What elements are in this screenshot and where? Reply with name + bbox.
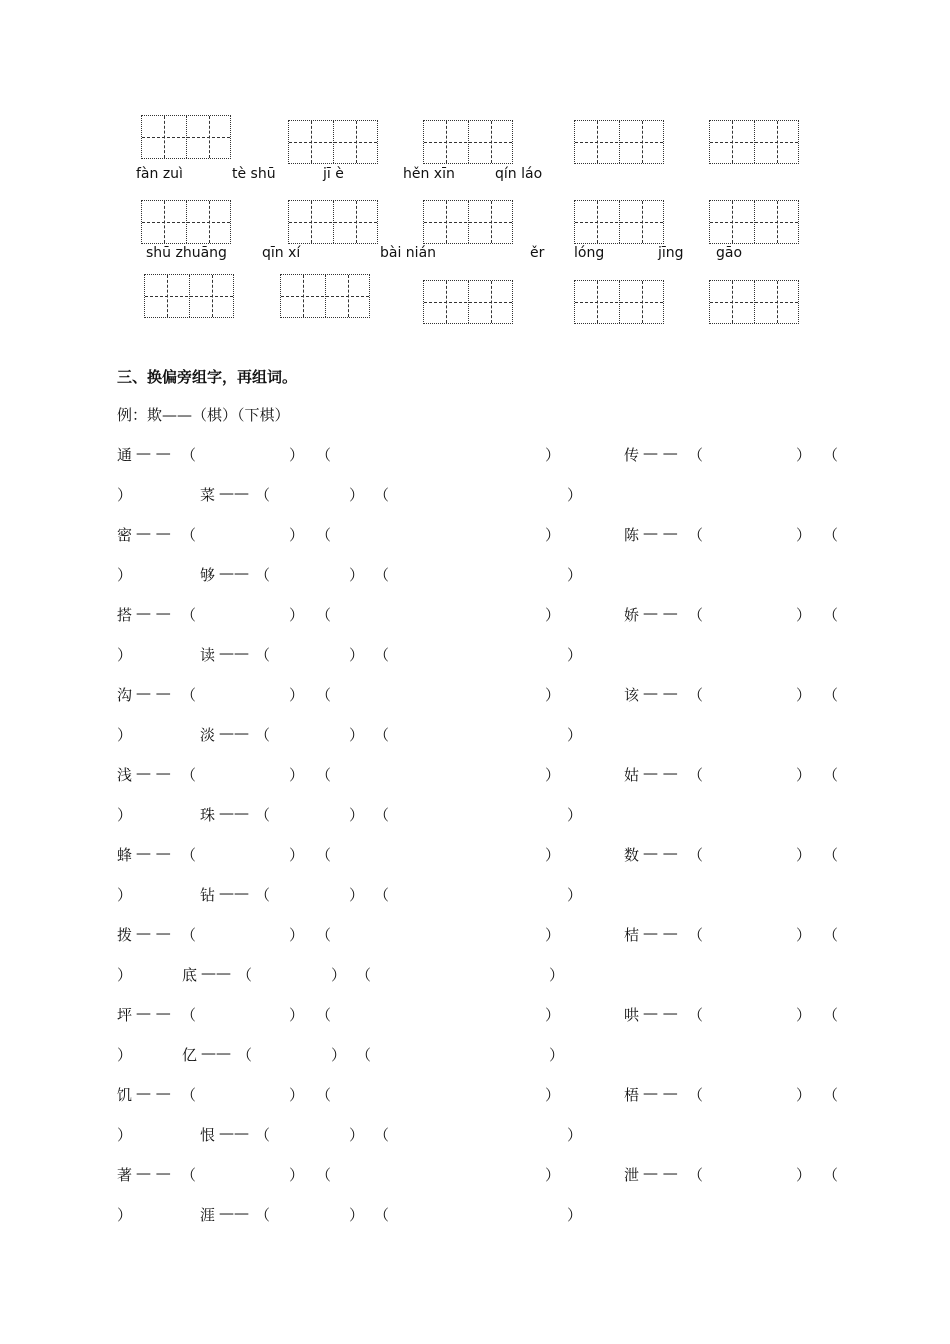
dash: —— (201, 964, 231, 982)
blank-paren-open: （ (823, 686, 839, 704)
character-writing-grid[interactable] (144, 274, 234, 318)
blank-paren-open: （ (316, 606, 332, 624)
blank-paren-close: ） (349, 646, 365, 664)
dash: — — (136, 444, 171, 462)
blank-paren-open: （ (316, 526, 332, 544)
dash: — — (643, 844, 678, 862)
dash: — — (136, 1164, 171, 1182)
blank-paren-close: ） (289, 606, 305, 624)
blank-paren-close: ） (349, 566, 365, 584)
blank-paren-open: （ (255, 1206, 271, 1224)
example-line: 例：欺——（棋）（下棋） (117, 406, 290, 424)
pinyin-label: lóng (574, 245, 605, 261)
character-writing-grid[interactable] (288, 200, 378, 244)
blank-paren-open: （ (374, 726, 390, 744)
blank-paren-close: ） (545, 1086, 561, 1104)
blank-paren-open: （ (823, 1166, 839, 1184)
character-writing-grid[interactable] (280, 274, 370, 318)
dash: — — (643, 1004, 678, 1022)
pinyin-label: shū zhuāng (146, 245, 227, 261)
dash: — — (136, 1084, 171, 1102)
blank-paren-close: ） (331, 1046, 347, 1064)
exercise-char: 蜂 (117, 846, 133, 864)
blank-paren-close: ） (117, 726, 133, 744)
blank-paren-close: ） (289, 686, 305, 704)
blank-paren-open: （ (688, 526, 704, 544)
blank-paren-close: ） (567, 1126, 583, 1144)
blank-paren-open: （ (181, 766, 197, 784)
blank-paren-close: ） (349, 886, 365, 904)
blank-paren-close: ） (289, 1006, 305, 1024)
dash: — — (643, 524, 678, 542)
dash: — — (643, 444, 678, 462)
dash: — — (136, 764, 171, 782)
dash: — — (136, 524, 171, 542)
exercise-char: 够 (200, 566, 216, 584)
blank-paren-close: ） (289, 846, 305, 864)
blank-paren-close: ） (289, 446, 305, 464)
blank-paren-close: ） (796, 1086, 812, 1104)
blank-paren-close: ） (545, 926, 561, 944)
exercise-char: 亿 (182, 1046, 198, 1064)
dash: —— (219, 484, 249, 502)
blank-paren-close: ） (117, 806, 133, 824)
character-writing-grid[interactable] (141, 115, 231, 159)
exercise-char: 著 (117, 1166, 133, 1184)
blank-paren-close: ） (567, 646, 583, 664)
pinyin-label: jīng (658, 245, 684, 261)
dash: — — (136, 684, 171, 702)
blank-paren-close: ） (545, 446, 561, 464)
blank-paren-open: （ (181, 846, 197, 864)
blank-paren-open: （ (823, 526, 839, 544)
exercise-char: 饥 (117, 1086, 133, 1104)
blank-paren-open: （ (181, 1166, 197, 1184)
blank-paren-close: ） (796, 846, 812, 864)
blank-paren-close: ） (349, 806, 365, 824)
blank-paren-open: （ (181, 686, 197, 704)
pinyin-label: jī è (323, 166, 344, 182)
blank-paren-open: （ (316, 766, 332, 784)
dash: — — (643, 924, 678, 942)
exercise-char: 姑 (624, 766, 640, 784)
blank-paren-close: ） (549, 966, 565, 984)
blank-paren-close: ） (289, 1086, 305, 1104)
character-writing-grid[interactable] (709, 280, 799, 324)
character-writing-grid[interactable] (141, 200, 231, 244)
dash: — — (136, 604, 171, 622)
exercise-char: 泄 (624, 1166, 640, 1184)
exercise-char: 坪 (117, 1006, 133, 1024)
character-writing-grid[interactable] (574, 280, 664, 324)
character-writing-grid[interactable] (709, 200, 799, 244)
pinyin-label: tè shū (232, 166, 276, 182)
blank-paren-close: ） (567, 886, 583, 904)
dash: —— (201, 1044, 231, 1062)
pinyin-label: bài nián (380, 245, 437, 261)
blank-paren-close: ） (545, 1166, 561, 1184)
blank-paren-close: ） (796, 1166, 812, 1184)
pinyin-label: qín láo (495, 166, 543, 182)
blank-paren-close: ） (796, 686, 812, 704)
exercise-char: 娇 (624, 606, 640, 624)
blank-paren-open: （ (316, 1086, 332, 1104)
blank-paren-open: （ (688, 926, 704, 944)
dash: — — (643, 1164, 678, 1182)
blank-paren-close: ） (545, 526, 561, 544)
blank-paren-open: （ (356, 1046, 372, 1064)
blank-paren-open: （ (374, 1206, 390, 1224)
exercise-char: 珠 (200, 806, 216, 824)
blank-paren-open: （ (688, 446, 704, 464)
exercise-char: 桔 (624, 926, 640, 944)
dash: — — (643, 684, 678, 702)
exercise-char: 搭 (117, 606, 133, 624)
blank-paren-close: ） (567, 566, 583, 584)
character-writing-grid[interactable] (423, 280, 513, 324)
blank-paren-open: （ (181, 446, 197, 464)
exercise-char: 浅 (117, 766, 133, 784)
blank-paren-close: ） (289, 766, 305, 784)
pinyin-label: ěr (530, 245, 545, 261)
exercise-char: 沟 (117, 686, 133, 704)
section-title: 三、换偏旁组字，再组词。 (117, 368, 298, 386)
blank-paren-close: ） (117, 1046, 133, 1064)
blank-paren-close: ） (117, 646, 133, 664)
blank-paren-open: （ (688, 1166, 704, 1184)
blank-paren-open: （ (237, 966, 253, 984)
blank-paren-open: （ (181, 1006, 197, 1024)
blank-paren-close: ） (117, 966, 133, 984)
blank-paren-open: （ (823, 606, 839, 624)
blank-paren-open: （ (316, 926, 332, 944)
blank-paren-close: ） (117, 1126, 133, 1144)
blank-paren-open: （ (255, 726, 271, 744)
exercise-char: 密 (117, 526, 133, 544)
blank-paren-open: （ (688, 846, 704, 864)
blank-paren-close: ） (796, 606, 812, 624)
blank-paren-close: ） (349, 486, 365, 504)
dash: — — (136, 1004, 171, 1022)
dash: —— (219, 804, 249, 822)
character-writing-grid[interactable] (288, 120, 378, 164)
blank-paren-open: （ (255, 566, 271, 584)
blank-paren-open: （ (688, 1006, 704, 1024)
blank-paren-open: （ (255, 486, 271, 504)
blank-paren-open: （ (181, 1086, 197, 1104)
character-writing-grid[interactable] (574, 120, 664, 164)
exercise-char: 菜 (200, 486, 216, 504)
exercise-char: 读 (200, 646, 216, 664)
blank-paren-close: ） (117, 566, 133, 584)
blank-paren-open: （ (374, 646, 390, 664)
blank-paren-open: （ (237, 1046, 253, 1064)
exercise-char: 恨 (200, 1126, 216, 1144)
blank-paren-open: （ (316, 1006, 332, 1024)
blank-paren-close: ） (545, 846, 561, 864)
dash: —— (219, 564, 249, 582)
blank-paren-open: （ (823, 766, 839, 784)
pinyin-label: hěn xīn (403, 166, 455, 182)
blank-paren-close: ） (545, 606, 561, 624)
blank-paren-close: ） (796, 926, 812, 944)
blank-paren-close: ） (289, 526, 305, 544)
blank-paren-close: ） (117, 886, 133, 904)
blank-paren-open: （ (255, 806, 271, 824)
blank-paren-close: ） (117, 1206, 133, 1224)
exercise-char: 拨 (117, 926, 133, 944)
blank-paren-close: ） (349, 1206, 365, 1224)
blank-paren-close: ） (289, 926, 305, 944)
blank-paren-close: ） (349, 726, 365, 744)
blank-paren-open: （ (181, 606, 197, 624)
dash: —— (219, 1204, 249, 1222)
blank-paren-close: ） (349, 1126, 365, 1144)
blank-paren-open: （ (823, 1086, 839, 1104)
blank-paren-open: （ (181, 526, 197, 544)
blank-paren-close: ） (567, 726, 583, 744)
exercise-char: 通 (117, 446, 133, 464)
dash: — — (643, 764, 678, 782)
blank-paren-open: （ (255, 886, 271, 904)
exercise-char: 淡 (200, 726, 216, 744)
blank-paren-close: ） (331, 966, 347, 984)
blank-paren-close: ） (567, 806, 583, 824)
dash: — — (136, 924, 171, 942)
blank-paren-close: ） (567, 486, 583, 504)
blank-paren-open: （ (688, 766, 704, 784)
blank-paren-open: （ (316, 846, 332, 864)
blank-paren-close: ） (545, 1006, 561, 1024)
blank-paren-close: ） (117, 486, 133, 504)
dash: — — (643, 1084, 678, 1102)
exercise-char: 数 (624, 846, 640, 864)
dash: —— (219, 1124, 249, 1142)
blank-paren-open: （ (316, 446, 332, 464)
blank-paren-open: （ (374, 806, 390, 824)
blank-paren-open: （ (255, 646, 271, 664)
blank-paren-close: ） (567, 1206, 583, 1224)
blank-paren-close: ） (549, 1046, 565, 1064)
blank-paren-close: ） (796, 766, 812, 784)
pinyin-label: gāo (716, 245, 743, 261)
exercise-char: 钻 (200, 886, 216, 904)
blank-paren-open: （ (356, 966, 372, 984)
blank-paren-open: （ (316, 1166, 332, 1184)
exercise-char: 该 (624, 686, 640, 704)
pinyin-label: qīn xí (262, 245, 301, 261)
blank-paren-open: （ (255, 1126, 271, 1144)
dash: — — (643, 604, 678, 622)
blank-paren-open: （ (688, 1086, 704, 1104)
blank-paren-close: ） (545, 686, 561, 704)
dash: — — (136, 844, 171, 862)
blank-paren-close: ） (289, 1166, 305, 1184)
exercise-char: 哄 (624, 1006, 640, 1024)
exercise-char: 涯 (200, 1206, 216, 1224)
blank-paren-close: ） (545, 766, 561, 784)
exercise-char: 陈 (624, 526, 640, 544)
character-writing-grid[interactable] (709, 120, 799, 164)
blank-paren-open: （ (181, 926, 197, 944)
exercise-char: 底 (182, 966, 198, 984)
exercise-char: 梧 (624, 1086, 640, 1104)
dash: —— (219, 644, 249, 662)
blank-paren-open: （ (374, 1126, 390, 1144)
blank-paren-open: （ (823, 1006, 839, 1024)
blank-paren-open: （ (688, 606, 704, 624)
dash: —— (219, 884, 249, 902)
blank-paren-open: （ (374, 566, 390, 584)
blank-paren-open: （ (823, 846, 839, 864)
blank-paren-open: （ (688, 686, 704, 704)
blank-paren-open: （ (374, 886, 390, 904)
exercise-char: 传 (624, 446, 640, 464)
blank-paren-open: （ (374, 486, 390, 504)
character-writing-grid[interactable] (423, 120, 513, 164)
blank-paren-close: ） (796, 1006, 812, 1024)
blank-paren-open: （ (823, 926, 839, 944)
character-writing-grid[interactable] (423, 200, 513, 244)
character-writing-grid[interactable] (574, 200, 664, 244)
dash: —— (219, 724, 249, 742)
pinyin-label: fàn zuì (136, 166, 183, 182)
blank-paren-close: ） (796, 526, 812, 544)
blank-paren-open: （ (823, 446, 839, 464)
blank-paren-close: ） (796, 446, 812, 464)
blank-paren-open: （ (316, 686, 332, 704)
